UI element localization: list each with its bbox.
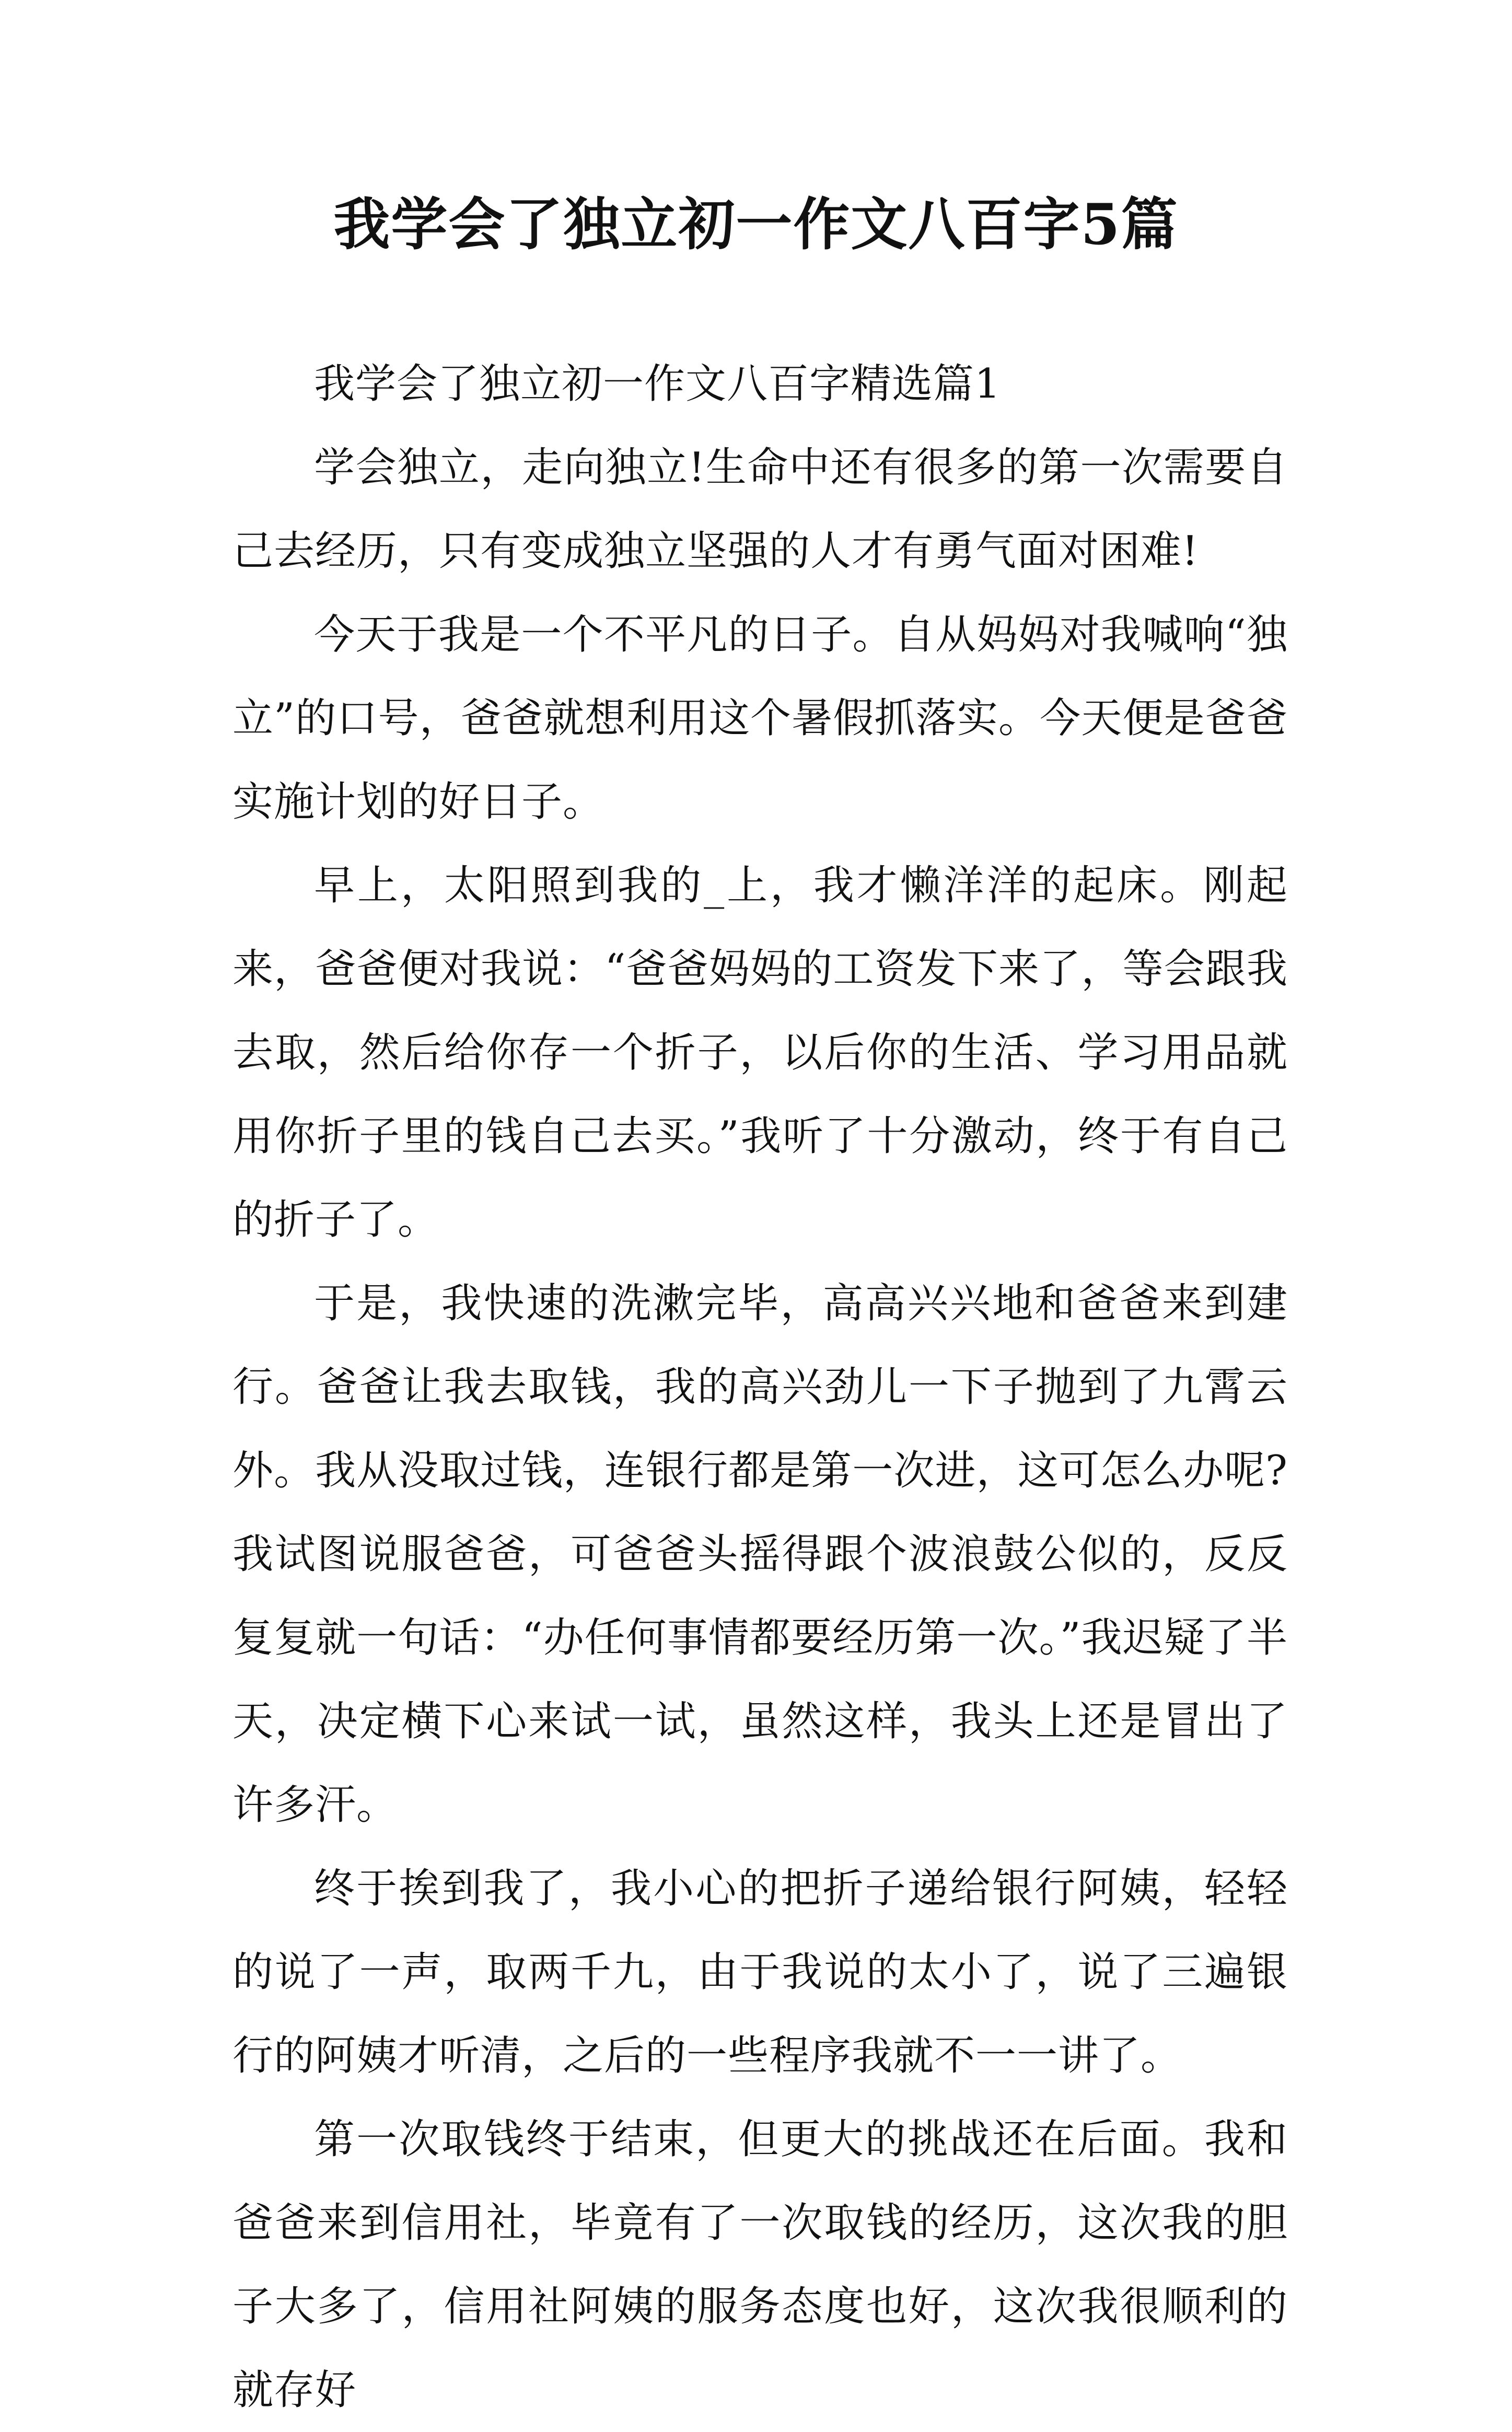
document-title: 我学会了独立初一作文八百字5篇 [333,192,1179,258]
paragraph: 终于挨到我了，我小心的把折子递给银行阿姨，轻轻的说了一声，取两千九，由于我说的太小了，说了三遍银行的阿姨才听清，之后的一些程序我就不一一讲了。 [232,1865,1288,2079]
paragraph: 学会独立，走向独立!生命中还有很多的第一次需要自己去经历，只有变成独立坚强的人才有勇气面对困难! [232,444,1288,575]
paragraph: 今天于我是一个不平凡的日子。自从妈妈对我喊响“独立”的口号，爸爸就想利用这个暑假抓落实。今天便是爸爸实施计划的好日子。 [232,611,1288,825]
paragraph: 第一次取钱终于结束，但更大的挑战还在后面。我和爸爸来到信用社，毕竟有了一次取钱的经历，这次我的胆子大多了，信用社阿姨的服务态度也好，这次我很顺利的就存好 [232,2116,1288,2414]
paragraph: 早上，太阳照到我的_上，我才懒洋洋的起床。刚起来，爸爸便对我说：“爸爸妈妈的工资发下来了，等会跟我去取，然后给你存一个折子，以后你的生活、学习用品就用你折子里的钱自己去买。”我听了十分激动，终于有自己的折子了。 [232,862,1288,1243]
document-body [232,342,1288,2432]
paragraph: 于是，我快速的洗漱完毕，高高兴兴地和爸爸来到建行。爸爸让我去取钱，我的高兴劲儿一下子抛到了九霄云外。我从没取过钱，连银行都是第一次进，这可怎么办呢?我试图说服爸爸，可爸爸头摇得跟个波浪鼓公似的，反反复复就一句话：“办任何事情都要经历第一次。”我迟疑了半天，决定横下心来试一试，虽然这样，我头上还是冒出了许多汗。 [232,1280,1288,1829]
section-heading: 我学会了独立初一作文八百字精选篇1 [314,360,1001,408]
